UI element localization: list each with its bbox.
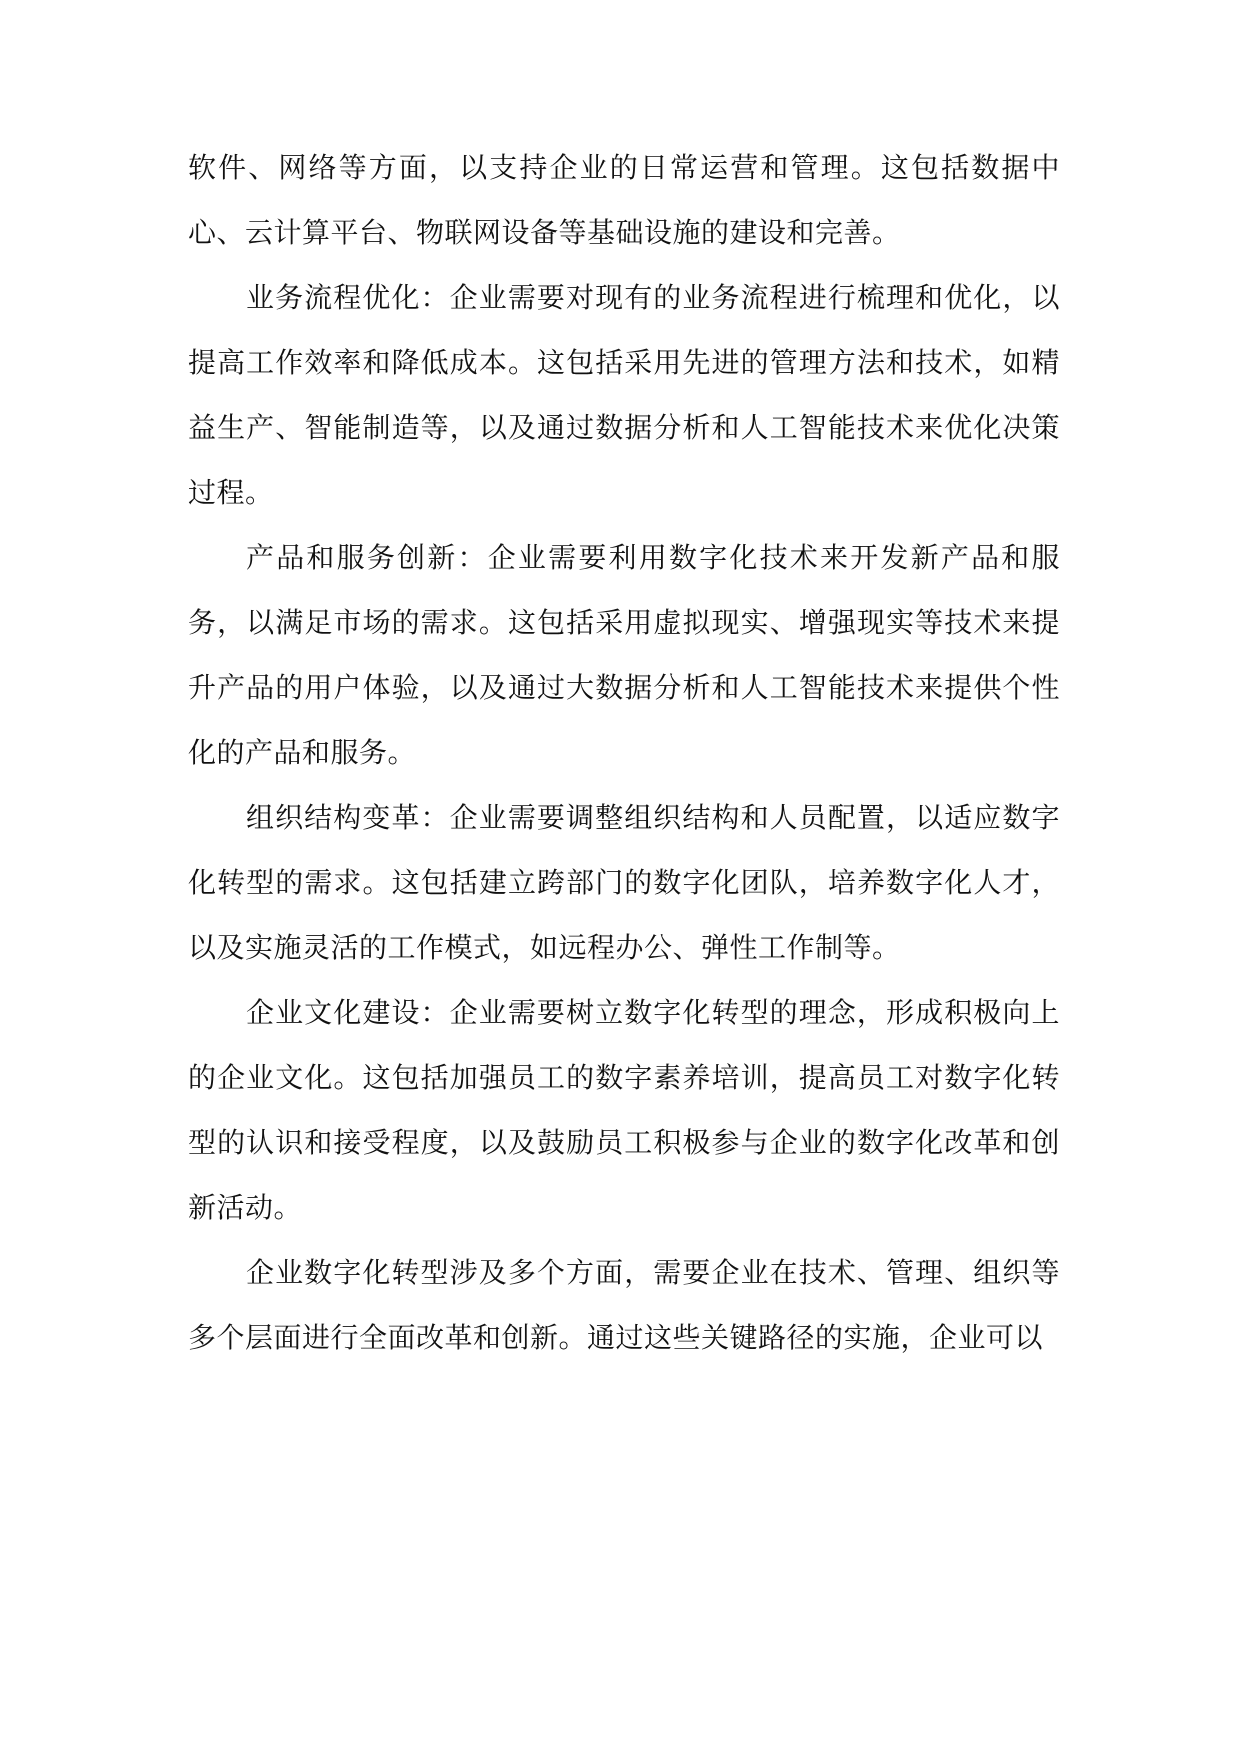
paragraph-conclusion: 企业数字化转型涉及多个方面，需要企业在技术、管理、组织等多个层面进行全面改革和创新。通过这些关键路径的实施，企业可以: [188, 1256, 1060, 1354]
document-body: [188, 135, 1060, 1370]
paragraph-product-service-innovation: 产品和服务创新：企业需要利用数字化技术来开发新产品和服务，以满足市场的需求。这包括采用虚拟现实、增强现实等技术来提升产品的用户体验，以及通过大数据分析和人工智能技术来提供个性化的产品和服务。: [188, 541, 1060, 769]
paragraph-business-process: 业务流程优化：企业需要对现有的业务流程进行梳理和优化，以提高工作效率和降低成本。这包括采用先进的管理方法和技术，如精益生产、智能制造等，以及通过数据分析和人工智能技术来优化决策过程。: [188, 281, 1060, 509]
paragraph-infrastructure-continued: 软件、网络等方面，以支持企业的日常运营和管理。这包括数据中心、云计算平台、物联网设备等基础设施的建设和完善。: [188, 151, 1060, 249]
paragraph-organization-change: 组织结构变革：企业需要调整组织结构和人员配置，以适应数字化转型的需求。这包括建立跨部门的数字化团队，培养数字化人才，以及实施灵活的工作模式，如远程办公、弹性工作制等。: [188, 801, 1060, 964]
paragraph-corporate-culture: 企业文化建设：企业需要树立数字化转型的理念，形成积极向上的企业文化。这包括加强员工的数字素养培训，提高员工对数字化转型的认识和接受程度，以及鼓励员工积极参与企业的数字化改革和创新活动。: [188, 996, 1060, 1224]
